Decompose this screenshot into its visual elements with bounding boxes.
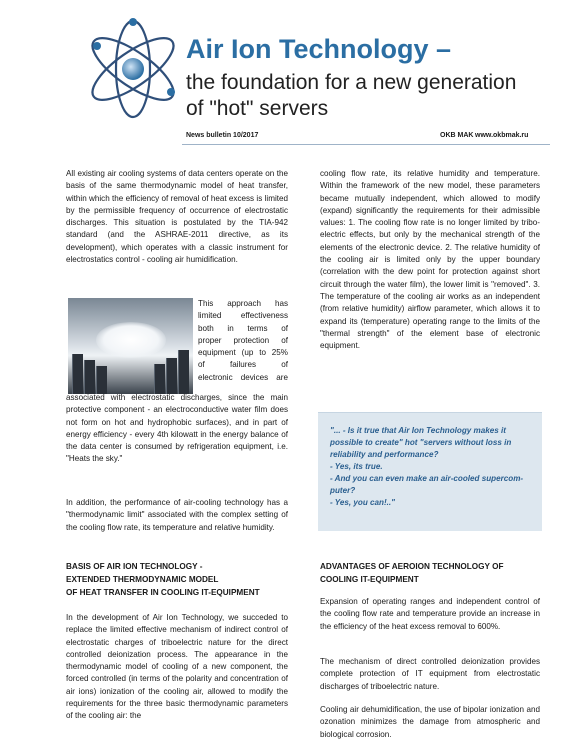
right-paragraph-4: Cooling air dehumidification, the use of bipolar ionization and ozonation minimizes the damage from atmospheric and biological corrosion. [320,705,540,739]
wrap-line: This approach has [198,299,288,308]
wrapped-text-block [198,298,288,384]
left-paragraph-1: All existing air cooling systems of data centers operate on the basis of the same thermodynamic model of heat transfer, within which the efficiency of removal of heat excess is limited by the permissible frequency of occurrence of electrostatic discharges. This situation is postulated by the TIA-942 standard (and the ASHRAE-2011 directive, as its development), which operates with a classic instrument for electrostatics control - cooling air humidification. [66,169,288,265]
wrap-line: of failures of [198,360,288,370]
heading-line: COOLING IT-EQUIPMENT [320,575,419,584]
quote-line: "... - Is it true that Air Ion Technology makes it possible to create" hot "servers without loss in reliability and performance? [330,426,512,459]
bulletin-label: News bulletin 10/2017 [186,132,259,139]
right-paragraph-3: The mechanism of direct controlled deionization provides complete protection of IT equipment from electrostatic discharges of triboelectric nature. [320,657,540,691]
left-paragraph-3: In addition, the performance of air-cooling technology has a "thermodynamic limit" associated with the complex setting of the cooling flow rate, its temperature and relative humidity. [66,498,288,532]
wrap-line: limited effectiveness [198,311,288,321]
wrap-line: equipment (up to 25% [198,348,288,358]
heading-line: OF HEAT TRANSFER IN COOLING IT-EQUIPMENT [66,588,260,597]
section-heading-basis [66,560,288,599]
org-name: OKB MAK [440,132,474,139]
heading-line: BASIS OF AIR ION TECHNOLOGY - [66,562,203,571]
quote-box [318,412,542,531]
quote-line: - Yes, its true. [330,462,383,471]
website-link[interactable]: www.okbmak.ru [475,132,529,139]
wrap-line: electronic devices are [198,372,288,382]
header-divider [182,144,550,145]
right-paragraph-1: cooling flow rate, its relative humidity and temperature. Within the framework of the new model, these parameters became mutually independent, which allowed to modify (expand) significantly the requirements for their admissible values: 1. The cooling flow rate is no longer limited by tribo-electric effects, but only by the mechanical strength of the elements of the electronic device. 2. The relative humidity of the cooling air is limited only by the upper boundary (correlation with the dew point for protection against short circuit through the water film), the lower limit is "removed". 3. The temperature of the cooling air works as an independent (from relative humidity) airflow parameter, which allows it to expand its (temperature) operating range to the limits of the "thermal strength" of the element base of electronic equipment. [320,169,540,351]
right-paragraph-2: Expansion of operating ranges and independent control of the cooling flow rate and temperature provide an increase in the efficiency of the heat excess removal to 600%. [320,597,540,631]
quote-line: - And you can even make an air-cooled supercom-puter? [330,474,524,495]
heading-line: ADVANTAGES OF AEROION TECHNOLOGY OF [320,562,504,571]
section-heading-advantages [320,560,540,586]
left-paragraph-2: associated with electrostatic discharges, since the main protective component - an electroconductive water film does not form on hot and hydrophobic surfaces), and in part of energy efficiency - every 4th kilowatt in the energy balance of the data center is consumed by refrigeration equipment, i.e. "Heats the sky." [66,393,288,464]
atom-logo-icon [78,14,188,124]
page-subtitle-line2: of "hot" servers [186,97,329,120]
wrap-line: proper protection of [198,335,288,345]
left-paragraph-4: In the development of Air Ion Technology, we succeded to replace the limited effective mechanism of indirect control of electrostatic charges of triboelectric nature for the direct controlled deionization process. The appearance in the thermodynamic model of cooling of a new component, the forced controlled (in terms of the polarity and concentration of air ions) ionization of the cooling air, allowed to modify the requirements for the three basic thermodynamic parameters of the cooling air: the [66,613,288,721]
quote-line: - Yes, you can!.." [330,498,396,507]
page-title: Air Ion Technology – [186,34,452,64]
cloud-datacenter-image [68,298,193,394]
page-subtitle-line1: the foundation for a new generation [186,71,517,94]
wrap-line: both in terms of [198,323,288,333]
heading-line: EXTENDED THERMODYNAMIC MODEL [66,575,219,584]
